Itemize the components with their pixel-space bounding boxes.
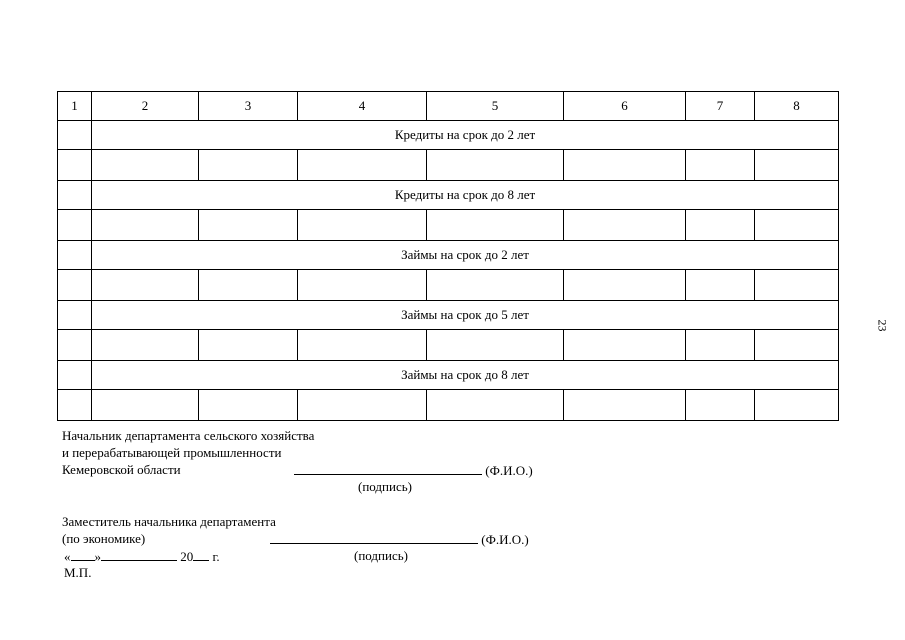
table-cell (58, 241, 92, 270)
table-cell[interactable] (199, 330, 298, 361)
table-cell[interactable] (427, 390, 564, 421)
table-cell (58, 121, 92, 150)
table-cell[interactable] (427, 270, 564, 301)
table-cell[interactable] (58, 210, 92, 241)
section-title: Кредиты на срок до 2 лет (92, 121, 839, 150)
date-year-suffix: г. (212, 549, 220, 564)
table-cell[interactable] (686, 270, 755, 301)
table-row (58, 270, 839, 301)
table-cell (58, 301, 92, 330)
date-field[interactable] (64, 548, 220, 565)
table-cell[interactable] (427, 330, 564, 361)
table-cell[interactable] (564, 390, 686, 421)
table-cell[interactable] (755, 150, 839, 181)
report-table (57, 91, 839, 421)
head-title-line3: Кемеровской области (62, 462, 181, 477)
table-row (58, 150, 839, 181)
page-number: 23 (875, 319, 890, 332)
table-row (58, 390, 839, 421)
date-year-blank[interactable] (193, 548, 209, 561)
table-cell[interactable] (564, 210, 686, 241)
deputy-fio-label: (Ф.И.О.) (481, 532, 529, 547)
table-row (58, 210, 839, 241)
table-cell[interactable] (92, 390, 199, 421)
signature-underline[interactable] (270, 531, 478, 544)
table-cell[interactable] (92, 210, 199, 241)
section-title: Займы на срок до 5 лет (92, 301, 839, 330)
table-cell[interactable] (58, 330, 92, 361)
date-month-blank[interactable] (101, 548, 177, 561)
table-cell[interactable] (199, 270, 298, 301)
table-row (58, 330, 839, 361)
column-header: 3 (199, 92, 298, 121)
table-cell[interactable] (92, 330, 199, 361)
date-close-quote: » (94, 549, 101, 564)
table-cell[interactable] (686, 330, 755, 361)
table-cell (58, 361, 92, 390)
section-row (58, 121, 839, 150)
table-cell[interactable] (755, 390, 839, 421)
date-day-blank[interactable] (71, 548, 95, 561)
table-cell[interactable] (564, 330, 686, 361)
section-row (58, 181, 839, 210)
column-header: 4 (298, 92, 427, 121)
table-cell[interactable] (298, 150, 427, 181)
table-cell[interactable] (298, 390, 427, 421)
table-cell[interactable] (58, 390, 92, 421)
table-cell[interactable] (298, 330, 427, 361)
stamp-place-label: М.П. (64, 565, 92, 580)
section-title: Займы на срок до 8 лет (92, 361, 839, 390)
table-cell[interactable] (298, 270, 427, 301)
column-header: 1 (58, 92, 92, 121)
table-cell[interactable] (92, 270, 199, 301)
table-cell[interactable] (755, 270, 839, 301)
table-cell[interactable] (199, 210, 298, 241)
head-title-line1: Начальник департамента сельского хозяйства (62, 428, 315, 443)
deputy-signature-field[interactable] (270, 531, 529, 548)
table-cell[interactable] (92, 150, 199, 181)
head-signature-caption: (подпись) (358, 479, 412, 494)
table-cell[interactable] (427, 150, 564, 181)
table-cell[interactable] (686, 210, 755, 241)
table-cell (58, 181, 92, 210)
section-title: Займы на срок до 2 лет (92, 241, 839, 270)
deputy-signature-caption: (подпись) (354, 548, 408, 563)
head-fio-label: (Ф.И.О.) (485, 463, 533, 478)
section-row (58, 241, 839, 270)
head-title-line2: и перерабатывающей промышленности (62, 445, 282, 460)
column-header: 5 (427, 92, 564, 121)
table-cell[interactable] (427, 210, 564, 241)
table-cell[interactable] (564, 270, 686, 301)
table-cell[interactable] (564, 150, 686, 181)
column-header: 8 (755, 92, 839, 121)
table-cell[interactable] (58, 270, 92, 301)
table-cell[interactable] (686, 390, 755, 421)
deputy-title-line1: Заместитель начальника департамента (62, 514, 276, 529)
table-cell[interactable] (755, 210, 839, 241)
column-header: 2 (92, 92, 199, 121)
table-cell[interactable] (199, 150, 298, 181)
date-open-quote: « (64, 549, 71, 564)
table-cell[interactable] (755, 330, 839, 361)
table-cell[interactable] (298, 210, 427, 241)
column-header: 6 (564, 92, 686, 121)
signature-underline[interactable] (294, 462, 482, 475)
deputy-title-line2: (по экономике) (62, 531, 146, 546)
section-row (58, 361, 839, 390)
table-cell[interactable] (686, 150, 755, 181)
table-cell[interactable] (199, 390, 298, 421)
section-row (58, 301, 839, 330)
section-title: Кредиты на срок до 8 лет (92, 181, 839, 210)
column-header: 7 (686, 92, 755, 121)
table-cell[interactable] (58, 150, 92, 181)
head-signature-field[interactable] (294, 462, 533, 479)
date-year-prefix: 20 (180, 549, 194, 564)
column-number-row (58, 92, 839, 121)
